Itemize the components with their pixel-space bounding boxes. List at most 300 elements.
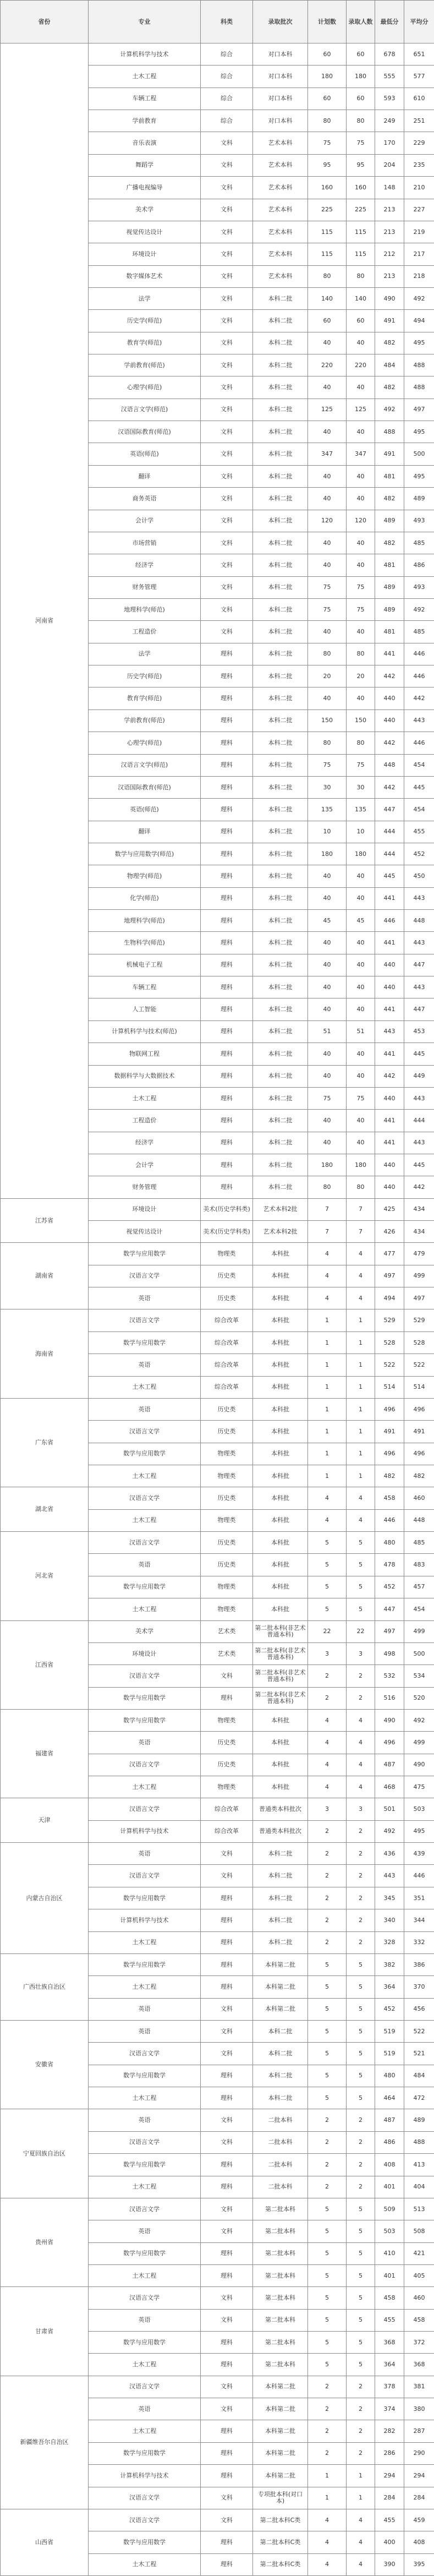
plan-count-cell: 4 (308, 2531, 347, 2553)
min-score-cell: 481 (375, 621, 404, 643)
min-score-cell: 496 (375, 1443, 404, 1465)
category-cell: 理科 (201, 1687, 253, 1709)
plan-count-cell: 5 (308, 2354, 347, 2376)
batch-cell: 本科二批 (253, 1154, 308, 1176)
category-cell: 理科 (201, 1020, 253, 1043)
plan-count-cell: 7 (308, 1198, 347, 1220)
min-score-cell: 368 (375, 2332, 404, 2354)
avg-score-cell: 217 (404, 243, 434, 265)
admitted-count-cell: 5 (347, 2242, 375, 2264)
province-cell: 甘肃省 (1, 2287, 89, 2376)
min-score-cell: 458 (375, 2287, 404, 2309)
min-score-cell: 445 (375, 865, 404, 887)
batch-cell: 本科二批 (253, 488, 308, 510)
table-row (1, 2287, 434, 2309)
batch-cell: 艺术本科 (253, 177, 308, 199)
admitted-count-cell: 75 (347, 132, 375, 154)
min-score-cell: 441 (375, 887, 404, 909)
batch-cell: 艺术本科2批 (253, 1221, 308, 1243)
plan-count-cell: 2 (308, 1865, 347, 1887)
major-cell: 地理科学(师范) (89, 598, 201, 620)
major-cell: 汉语言文学 (89, 2487, 201, 2509)
category-cell: 文科 (201, 2109, 253, 2131)
admitted-count-cell: 347 (347, 443, 375, 465)
plan-count-cell: 60 (308, 43, 347, 66)
category-cell: 理科 (201, 732, 253, 754)
plan-count-cell: 5 (308, 2309, 347, 2331)
batch-cell: 第二批本科 (253, 2354, 308, 2376)
avg-score-cell: 651 (404, 43, 434, 66)
admitted-count-cell: 5 (347, 2309, 375, 2331)
batch-cell: 本科批 (253, 1376, 308, 1398)
category-cell: 文科 (201, 310, 253, 332)
category-cell: 理科 (201, 932, 253, 954)
major-cell: 汉语言文学 (89, 1487, 201, 1509)
plan-count-cell: 40 (308, 376, 347, 399)
table-row (1, 1243, 434, 1265)
avg-score-cell: 219 (404, 221, 434, 243)
batch-cell: 本科二批 (253, 287, 308, 309)
avg-score-cell: 442 (404, 1176, 434, 1198)
admitted-count-cell: 2 (347, 1909, 375, 1931)
plan-count-cell: 115 (308, 221, 347, 243)
min-score-cell: 489 (375, 510, 404, 532)
province-cell: 广东省 (1, 1398, 89, 1487)
table-row (1, 1709, 434, 1731)
plan-count-cell: 2 (308, 1843, 347, 1865)
batch-cell: 对口本科 (253, 43, 308, 66)
batch-cell: 本科二批 (253, 954, 308, 976)
category-cell: 历史类 (201, 1754, 253, 1776)
min-score-cell: 440 (375, 1176, 404, 1198)
min-score-cell: 390 (375, 2553, 404, 2575)
category-cell: 综合改革 (201, 1376, 253, 1398)
min-score-cell: 446 (375, 910, 404, 932)
admitted-count-cell: 40 (347, 1110, 375, 1132)
plan-count-cell: 75 (308, 754, 347, 776)
avg-score-cell: 499 (404, 1265, 434, 1287)
min-score-cell: 441 (375, 1132, 404, 1154)
batch-cell: 本科二批 (253, 2065, 308, 2087)
admitted-count-cell: 5 (347, 2332, 375, 2354)
major-cell: 数学与应用数学(师范) (89, 843, 201, 865)
plan-count-cell: 40 (308, 621, 347, 643)
batch-cell: 普通类本科批次 (253, 1820, 308, 1842)
min-score-cell: 441 (375, 932, 404, 954)
avg-score-cell: 457 (404, 1576, 434, 1598)
batch-cell: 本科二批 (253, 1087, 308, 1109)
admitted-count-cell: 5 (347, 2220, 375, 2242)
plan-count-cell: 1 (308, 1465, 347, 1487)
batch-cell: 本科二批 (253, 910, 308, 932)
category-cell: 物理类 (201, 1776, 253, 1798)
plan-count-cell: 5 (308, 2332, 347, 2354)
category-cell: 文科 (201, 2198, 253, 2220)
major-cell: 工程造价 (89, 1110, 201, 1132)
batch-cell: 本科批 (253, 1331, 308, 1354)
plan-count-cell: 75 (308, 598, 347, 620)
batch-cell: 本科二批 (253, 1110, 308, 1132)
avg-score-cell: 485 (404, 532, 434, 554)
category-cell: 历史类 (201, 1265, 253, 1287)
admitted-count-cell: 140 (347, 287, 375, 309)
min-score-cell: 489 (375, 598, 404, 620)
plan-count-cell: 40 (308, 1110, 347, 1132)
table-row (1, 1843, 434, 1865)
admitted-count-cell: 2 (347, 1887, 375, 1909)
plan-count-cell: 4 (308, 1776, 347, 1798)
category-cell: 综合 (201, 66, 253, 88)
admitted-count-cell: 22 (347, 1620, 375, 1642)
batch-cell: 艺术本科 (253, 221, 308, 243)
plan-count-cell: 3 (308, 1642, 347, 1664)
major-cell: 汉语言文学(师范) (89, 399, 201, 421)
min-score-cell: 441 (375, 643, 404, 665)
major-cell: 视觉传达设计 (89, 221, 201, 243)
major-cell: 土木工程 (89, 2087, 201, 2109)
batch-cell: 本科二批 (253, 643, 308, 665)
admitted-count-cell: 40 (347, 621, 375, 643)
min-score-cell: 448 (375, 754, 404, 776)
category-cell: 综合 (201, 110, 253, 132)
admitted-count-cell: 160 (347, 177, 375, 199)
major-cell: 英语 (89, 2220, 201, 2242)
min-score-cell: 148 (375, 177, 404, 199)
min-score-cell: 482 (375, 488, 404, 510)
category-cell: 文科 (201, 576, 253, 598)
batch-cell: 本科批 (253, 1265, 308, 1287)
batch-cell: 本科二批 (253, 376, 308, 399)
category-cell: 理科 (201, 687, 253, 710)
min-score-cell: 482 (375, 532, 404, 554)
plan-count-cell: 2 (308, 2442, 347, 2464)
min-score-cell: 440 (375, 954, 404, 976)
major-cell: 数学与应用数学 (89, 2531, 201, 2553)
category-cell: 文科 (201, 287, 253, 309)
batch-cell: 本科二批 (253, 776, 308, 798)
avg-score-cell: 503 (404, 1798, 434, 1820)
min-score-cell: 328 (375, 1931, 404, 1953)
major-cell: 工程造价 (89, 621, 201, 643)
batch-cell: 本科批 (253, 1354, 308, 1376)
avg-score-cell: 475 (404, 1776, 434, 1798)
category-cell: 文科 (201, 488, 253, 510)
avg-score-cell: 443 (404, 932, 434, 954)
admitted-count-cell: 4 (347, 1509, 375, 1531)
category-cell: 理科 (201, 910, 253, 932)
major-cell: 数学与应用数学 (89, 2442, 201, 2464)
avg-score-cell: 499 (404, 1732, 434, 1754)
min-score-cell: 441 (375, 1110, 404, 1132)
min-score-cell: 497 (375, 1620, 404, 1642)
category-cell: 物理类 (201, 1598, 253, 1620)
admitted-count-cell: 1 (347, 2487, 375, 2509)
min-score-cell: 440 (375, 1087, 404, 1109)
plan-count-cell: 40 (308, 1132, 347, 1154)
min-score-cell: 447 (375, 1598, 404, 1620)
major-cell: 汉语国际教育(师范) (89, 421, 201, 443)
avg-score-cell: 496 (404, 1443, 434, 1465)
batch-cell: 本科二批 (253, 2020, 308, 2042)
admitted-count-cell: 60 (347, 43, 375, 66)
major-cell: 美术学 (89, 1620, 201, 1642)
min-score-cell: 496 (375, 1732, 404, 1754)
batch-cell: 本科批 (253, 1576, 308, 1598)
major-cell: 英语 (89, 1554, 201, 1576)
major-cell: 汉语言文学 (89, 1532, 201, 1554)
major-cell: 英语 (89, 2109, 201, 2131)
avg-score-cell: 404 (404, 2176, 434, 2198)
major-cell: 数学与应用数学 (89, 1687, 201, 1709)
province-cell: 山西省 (1, 2509, 89, 2575)
min-score-cell: 452 (375, 1998, 404, 2020)
admitted-count-cell: 2 (347, 2131, 375, 2153)
admitted-count-cell: 60 (347, 310, 375, 332)
major-cell: 数学与应用数学 (89, 2154, 201, 2176)
admitted-count-cell: 80 (347, 643, 375, 665)
batch-cell: 本科二批 (253, 865, 308, 887)
admitted-count-cell: 5 (347, 2043, 375, 2065)
min-score-cell: 410 (375, 2242, 404, 2264)
major-cell: 数字媒体艺术 (89, 265, 201, 287)
admitted-count-cell: 5 (347, 2354, 375, 2376)
min-score-cell: 440 (375, 976, 404, 998)
plan-count-cell: 4 (308, 1509, 347, 1531)
major-cell: 商务英语 (89, 488, 201, 510)
category-cell: 理科 (201, 1931, 253, 1953)
plan-count-cell: 4 (308, 1265, 347, 1287)
admitted-count-cell: 150 (347, 710, 375, 732)
major-cell: 汉语言文学 (89, 2376, 201, 2398)
min-score-cell: 509 (375, 2198, 404, 2220)
admitted-count-cell: 1 (347, 1421, 375, 1443)
admitted-count-cell: 4 (347, 1776, 375, 1798)
admitted-count-cell: 5 (347, 1532, 375, 1554)
batch-cell: 普通类本科批次 (253, 1798, 308, 1820)
admitted-count-cell: 115 (347, 243, 375, 265)
admitted-count-cell: 20 (347, 665, 375, 687)
major-cell: 会计学 (89, 1154, 201, 1176)
admitted-count-cell: 2 (347, 2442, 375, 2464)
min-score-cell: 482 (375, 1465, 404, 1487)
batch-cell: 本科批 (253, 1709, 308, 1731)
major-cell: 数学与应用数学 (89, 1887, 201, 1909)
category-cell: 综合 (201, 88, 253, 110)
admitted-count-cell: 4 (347, 1265, 375, 1287)
min-score-cell: 480 (375, 1532, 404, 1554)
plan-count-cell: 80 (308, 1176, 347, 1198)
major-cell: 土木工程 (89, 2420, 201, 2442)
avg-score-cell: 444 (404, 1110, 434, 1132)
category-cell: 理科 (201, 887, 253, 909)
avg-score-cell: 408 (404, 2531, 434, 2553)
admitted-count-cell: 40 (347, 887, 375, 909)
admitted-count-cell: 135 (347, 799, 375, 821)
batch-cell: 本科二批 (253, 1176, 308, 1198)
plan-count-cell: 1 (308, 1398, 347, 1420)
batch-cell: 本科批 (253, 1776, 308, 1798)
category-cell: 理科 (201, 1154, 253, 1176)
plan-count-cell: 40 (308, 465, 347, 487)
admitted-count-cell: 80 (347, 1176, 375, 1198)
plan-count-cell: 4 (308, 1287, 347, 1309)
major-cell: 心理学(师范) (89, 732, 201, 754)
avg-score-cell: 459 (404, 2509, 434, 2531)
admitted-count-cell: 5 (347, 2087, 375, 2109)
min-score-cell: 213 (375, 221, 404, 243)
plan-count-cell: 40 (308, 488, 347, 510)
avg-score-cell: 528 (404, 1331, 434, 1354)
plan-count-cell: 80 (308, 110, 347, 132)
province-cell: 河南省 (1, 43, 89, 1199)
batch-cell: 第二批本科 (253, 2264, 308, 2286)
avg-score-cell: 443 (404, 887, 434, 909)
min-score-cell: 442 (375, 1065, 404, 1087)
admitted-count-cell: 4 (347, 1487, 375, 1509)
plan-count-cell: 40 (308, 332, 347, 354)
major-cell: 数学与应用数学 (89, 1576, 201, 1598)
batch-cell: 本科第二批 (253, 2442, 308, 2464)
plan-count-cell: 2 (308, 1887, 347, 1909)
avg-score-cell: 453 (404, 1020, 434, 1043)
admitted-count-cell: 4 (347, 2509, 375, 2531)
major-cell: 英语(师范) (89, 443, 201, 465)
batch-cell: 本科二批 (253, 754, 308, 776)
avg-score-cell: 491 (404, 1421, 434, 1443)
table-row (1, 1309, 434, 1331)
major-cell: 英语 (89, 1354, 201, 1376)
avg-score-cell: 413 (404, 2154, 434, 2176)
admitted-count-cell: 2 (347, 1820, 375, 1842)
category-cell: 理科 (201, 710, 253, 732)
batch-cell: 第二批本科(非艺术普通本科) (253, 1687, 308, 1709)
plan-count-cell: 40 (308, 865, 347, 887)
category-cell: 理科 (201, 776, 253, 798)
batch-cell: 艺术本科 (253, 265, 308, 287)
major-cell: 学前教育(师范) (89, 354, 201, 376)
admitted-count-cell: 5 (347, 2020, 375, 2042)
avg-score-cell: 497 (404, 399, 434, 421)
admitted-count-cell: 1 (347, 1443, 375, 1465)
avg-score-cell: 344 (404, 1909, 434, 1931)
plan-count-cell: 95 (308, 154, 347, 176)
batch-cell: 本科二批 (253, 443, 308, 465)
category-cell: 文科 (201, 621, 253, 643)
plan-count-cell: 40 (308, 1043, 347, 1065)
batch-cell: 本科二批 (253, 465, 308, 487)
batch-cell: 本科批 (253, 1465, 308, 1487)
header-major: 专业 (89, 1, 201, 43)
category-cell: 文科 (201, 1843, 253, 1865)
category-cell: 理科 (201, 1976, 253, 1998)
batch-cell: 本科批 (253, 1554, 308, 1576)
category-cell: 文科 (201, 1665, 253, 1687)
admitted-count-cell: 125 (347, 399, 375, 421)
major-cell: 车辆工程 (89, 88, 201, 110)
major-cell: 土木工程 (89, 1509, 201, 1531)
avg-score-cell: 485 (404, 1532, 434, 1554)
major-cell: 环境设计 (89, 243, 201, 265)
admitted-count-cell: 1 (347, 1398, 375, 1420)
admitted-count-cell: 5 (347, 2287, 375, 2309)
batch-cell: 本科二批 (253, 621, 308, 643)
batch-cell: 本科批 (253, 1443, 308, 1465)
min-score-cell: 452 (375, 1576, 404, 1598)
admitted-count-cell: 225 (347, 199, 375, 221)
table-header (1, 1, 434, 43)
min-score-cell: 213 (375, 265, 404, 287)
admitted-count-cell: 4 (347, 1754, 375, 1776)
min-score-cell: 487 (375, 2109, 404, 2131)
major-cell: 土木工程 (89, 1976, 201, 1998)
batch-cell: 本科二批 (253, 510, 308, 532)
category-cell: 历史类 (201, 1487, 253, 1509)
plan-count-cell: 51 (308, 1020, 347, 1043)
plan-count-cell: 5 (308, 1953, 347, 1975)
avg-score-cell: 447 (404, 954, 434, 976)
avg-score-cell: 500 (404, 1642, 434, 1664)
admitted-count-cell: 5 (347, 1598, 375, 1620)
major-cell: 数学与应用数学 (89, 2242, 201, 2264)
category-cell: 理科 (201, 998, 253, 1020)
admitted-count-cell: 5 (347, 1976, 375, 1998)
avg-score-cell: 218 (404, 265, 434, 287)
category-cell: 理科 (201, 2065, 253, 2087)
batch-cell: 对口本科 (253, 88, 308, 110)
major-cell: 汉语言文学(师范) (89, 754, 201, 776)
plan-count-cell: 80 (308, 732, 347, 754)
min-score-cell: 364 (375, 2354, 404, 2376)
batch-cell: 第二批本科 (253, 2242, 308, 2264)
plan-count-cell: 2 (308, 2131, 347, 2153)
min-score-cell: 440 (375, 1154, 404, 1176)
major-cell: 土木工程 (89, 2176, 201, 2198)
batch-cell: 本科二批 (253, 710, 308, 732)
table-row (1, 2020, 434, 2042)
header-batch: 录取批次 (253, 1, 308, 43)
min-score-cell: 443 (375, 1020, 404, 1043)
table-row (1, 2376, 434, 2398)
avg-score-cell: 332 (404, 1931, 434, 1953)
plan-count-cell: 2 (308, 1909, 347, 1931)
min-score-cell: 491 (375, 443, 404, 465)
min-score-cell: 442 (375, 732, 404, 754)
min-score-cell: 378 (375, 2376, 404, 2398)
avg-score-cell: 450 (404, 865, 434, 887)
major-cell: 车辆工程 (89, 976, 201, 998)
category-cell: 理科 (201, 1043, 253, 1065)
category-cell: 历史类 (201, 1554, 253, 1576)
major-cell: 数学与应用数学 (89, 1331, 201, 1354)
avg-score-cell: 210 (404, 177, 434, 199)
plan-count-cell: 2 (308, 1665, 347, 1687)
batch-cell: 本科批 (253, 1398, 308, 1420)
avg-score-cell: 490 (404, 1754, 434, 1776)
category-cell: 理科 (201, 1110, 253, 1132)
category-cell: 文科 (201, 243, 253, 265)
avg-score-cell: 370 (404, 1976, 434, 1998)
major-cell: 物理学(师范) (89, 865, 201, 887)
admitted-count-cell: 80 (347, 265, 375, 287)
plan-count-cell: 5 (308, 2043, 347, 2065)
avg-score-cell: 449 (404, 1065, 434, 1087)
major-cell: 法学 (89, 643, 201, 665)
province-cell: 宁夏回族自治区 (1, 2109, 89, 2198)
min-score-cell: 401 (375, 2264, 404, 2286)
major-cell: 学前教育(师范) (89, 710, 201, 732)
avg-score-cell: 368 (404, 2354, 434, 2376)
batch-cell: 本科二批 (253, 1909, 308, 1931)
